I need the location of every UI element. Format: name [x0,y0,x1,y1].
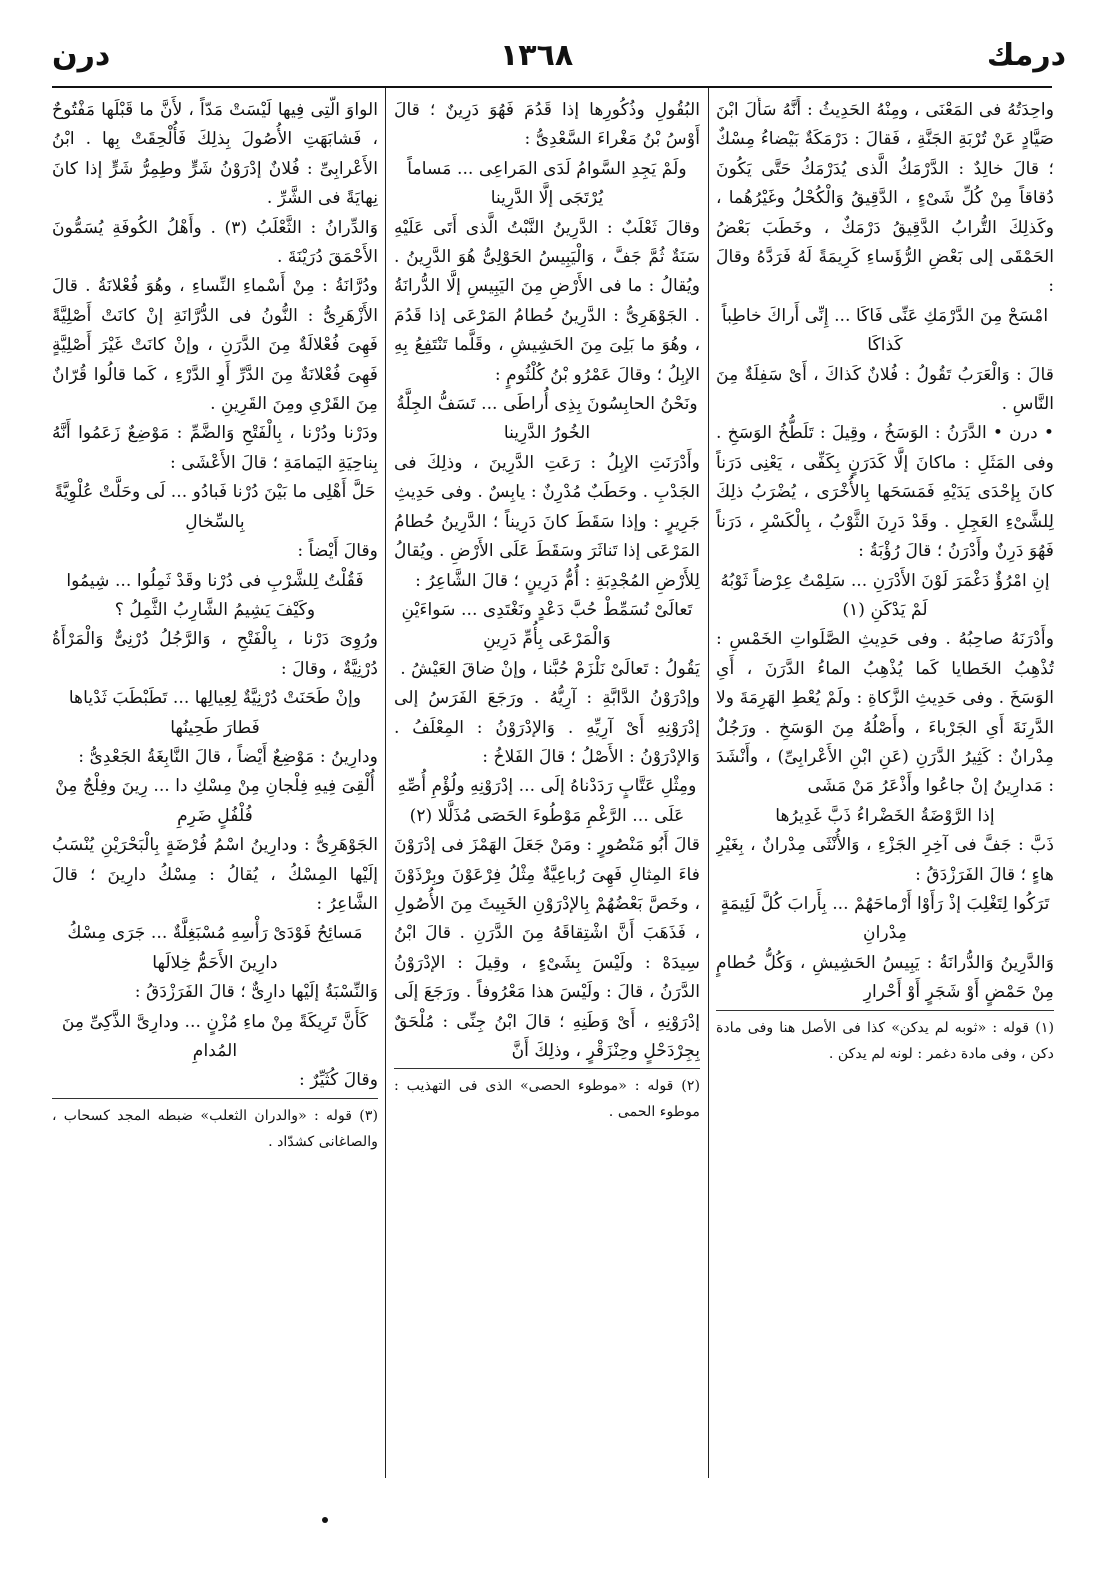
paragraph: البُقُولِ وذُكُورِها إذا قَدُمَ فَهُوَ دَرِينٌ ؛ قالَ أَوْسُ بْنُ مَغْراءَ السَّعْدِىُّ : [394,100,700,150]
poem-verse: إذا الرَّوْضَةُ الخَضْراءُ ذَبَّ غَدِيرُها [775,805,995,826]
poem-verse: ونَحْنُ الحابِسُونَ بِذِى أُراطَى ... تَسَفُّ الجِلَّةُ الخُورُ الدَّرِينا [396,394,698,444]
paragraph: ودارِينُ : مَوْضِعٌ أَيْضاً ، قالَ النَّابِغَةُ الجَعْدِىُّ : [78,746,378,767]
poem-verse: حَلَّ أَهْلِى ما بَيْنَ دُرْنا فَبادُو ... لَى وحَلَّتْ عُلْوِيَّةً بِالسِّخالِ [54,482,376,532]
paragraph: واحِدَتُهُ فى المَعْنَى ، ومِنْهُ الحَدِيثُ : أَنَّهُ سَأَلَ ابْنَ صَيَّادٍ عَنْ تُرْبَةِ الجَنَّةِ ، فَقالَ : دَرْمَكَةٌ بَيْضاءُ مِسْكٌ ؛ قالَ خالِدٌ : الدَّرْمَكُ الَّذى يُدَرْمَكُ حَتَّى يَكُونَ دُقاقاً مِنْ كُلِّ شَىْءٍ ، الدَّقِيقُ وَالْكُحْلُ وغَيْرُهُما ، وكَذلِكَ التُّرابُ الدَّقِيقُ دَرْمَكٌ ، وخَطَبَ بَعْضُ الحَمْقَى إلى بَعْضِ الرُّؤَساءِ كَرِيمَةً لَهُ فَرَدَّهُ وقالَ : [716,100,1054,297]
column-divider-right [708,88,709,1478]
paragraph: ورُوِىَ دَرْنا ، بِالْفَتْحِ ، وَالرَّجُلُ دُرْنِىٌّ وَالْمَرْأَةُ دُرْنِيَّةٌ ، وقالَ : [52,629,378,679]
poem-verse: تَعالَىْ نُسَمِّطْ حُبَّ دَعْدٍ ونَغْتَدِى ... سَواءَيْنِ وَالْمَرْعَى بِأُمِّ دَرِينِ [401,599,693,650]
column-left [52,96,378,1466]
paragraph: وَالدِّرانُ : الثَّعْلَبُ (٣) . وأَهْلُ الكُوفَةِ يُسَمُّونَ الأَحْمَقَ دُرَيْنَةَ . [52,217,378,268]
header-rule [52,86,1052,88]
column-right [716,96,1054,1466]
page-dot-mark [322,1517,328,1523]
paragraph: ودُرَّانَةُ : مِنْ أَسْماءِ النِّساءِ ، وهُوَ فُعْلانَةُ . قالَ الأَزْهَرِىُّ : النُّونُ فى الدُّرَّانَةِ إنْ كانَتْ أَصْلِيَّةً فَهِىَ فُعْلالَةٌ مِنَ الدَّرَنِ ، وإنْ كانَتْ غَيْرَ أَصْلِيَّةٍ فَهِىَ فُعْلانَةٌ مِنَ الدَّرِّ أَوِ الدَّرْءِ ، كَما قالُوا قُرّانٌ مِنَ القَرْىِ ومِنَ القَرِينِ . [52,276,378,415]
paragraph: قالَ : وَالْعَرَبُ تَقُولُ : فُلانٌ كَذاكَ ، أَىْ سَفِلَةٌ مِنَ النَّاسِ . [716,364,1054,415]
paragraph: ودَرْنا ودُرْنا ، بِالْفَتْحِ وَالضَّمِّ : مَوْضِعٌ زَعَمُوا أَنَّهُ بِناحِيَةِ اليَمامَةِ ؛ قالَ الأَعْشَى : [52,423,378,473]
poem-verse: ولَمْ يَجِدِ السَّوامُ لَدَى المَراعِى ... مَساماً يُرْتَجَى إلَّا الدَّرِينا [407,158,687,209]
paragraph: الجَوْهَرِىُّ : ودارِينُ اسْمُ فُرْضَةٍ بِالْبَحْرَيْنِ يُنْسَبُ إلَيْها المِسْكُ ، يُقالُ : مِسْكُ دارِينَ ؛ قالَ الشَّاعِرُ : [52,835,378,914]
paragraph: قالَ أَبُو مَنْصُورٍ : ومَنْ جَعَلَ الهَمْزَ فى إدْرَوْنَ فاءَ المِثالِ فَهِىَ رُباعِيَّةٌ مِثْلُ فِرْعَوْنَ وبِرْذَوْنَ ، وخَصَّ بَعْضُهُمْ بِالإدْرَوْنِ الخَبِيثَ مِنَ الأُصُولِ ، فَذَهَبَ أَنَّ اشْتِقاقَهُ مِنَ الدَّرَنِ . قالَ ابْنُ سِيدَهْ : ولَيْسَ بِشَىْءٍ ، وقِيلَ : الإدْرَوْنُ الدَّرَنُ ، قالَ : ولَيْسَ هذا مَعْرُوفاً . ورَجَعَ إلَى إدْرَوْنِهِ ، أَىْ وَطَنِهِ ؛ قالَ ابْنُ جِنِّى : مُلْحَقٌ بِجِرْدَحْلٍ وحِنْزَقْرٍ ، وذلِكَ أَنَّ [394,835,700,1061]
page-header [0,38,1118,98]
column-middle [394,96,700,1466]
paragraph: وأَدْرَنَتِ الإبِلُ : رَعَتِ الدَّرِينَ ، وذلِكَ فى الجَدْبِ . وحَطَبٌ مُدْرِنٌ : يابِسٌ . وفى حَدِيثِ جَرِيرٍ : وإذا سَقَطَ كانَ دَرِيناً ؛ الدَّرِينُ حُطامُ المَرْعَى إذا تَناثَرَ وسَقَطَ عَلَى الأَرْضِ . ويُقالُ لِلأَرْضِ المُجْدِبَةِ : أُمُّ دَرِينٍ ؛ قالَ الشَّاعِرُ : [394,452,700,591]
column-divider-left [385,88,386,1478]
poem-verse: وإنْ طَحَنَتْ دُرْنِيَّةٌ لِعِيالِها ... تَطَبْطَبَ ثَدْياها فَطارَ طَحِينُها [68,688,362,738]
footnote: (٣) قوله : «والدران الثعلب» ضبطه المجد كسحاب ، والصاغانى كشدّاد . [52,1098,378,1155]
paragraph: وَالدَّرِينُ وَالدُّرانَةُ : يَبِيسُ الحَشِيشِ ، وَكُلُّ حُطامٍ مِنْ حَمْضٍ أَوْ شَجَرٍ أَوْ أَحْرارِ [716,952,1054,1003]
paragraph: ذَبَّ : جَفَّ فى آخِرِ الجَزْءِ ، وَالأُنْثَى مِدْرانٌ ، بِغَيْرِ هاءٍ ؛ قالَ الفَرَزْدَقُ : [716,835,1054,885]
header-left-word: درن [52,38,111,73]
footnote: (٢) قوله : «موطوء الحصى» الذى فى التهذيب : موطوء الحمى . [394,1068,700,1125]
poem-verse: أُلْقِىَ فِيهِ فِلْجانِ مِنْ مِسْكِ دا ... رِينَ وفِلْجٌ مِنْ فُلْفُلٍ ضَرِمِ [55,776,375,826]
paragraph: يَقُولُ : تَعالَىْ نَلْزَمْ حُبَّنا ، وإنْ ضاقَ العَيْشُ . [400,658,700,679]
paragraph: وأَدْرَنَهُ صاحِبُهُ . وفى حَدِيثِ الصَّلَواتِ الخَمْسِ : تُذْهِبُ الخَطايا كَما يُذْهِبُ الماءُ الدَّرَنَ ، أَىِ الوَسَخَ . وفى حَدِيثِ الزَّكاةِ : ولَمْ يُعْطِ الهَرِمَةَ ولا الدَّرِنَةَ أَىِ الجَرْباءَ ، وأَصْلُهُ مِنَ الوَسَخِ . ورَجُلٌ مِدْرانٌ : كَثِيرُ الدَّرَنِ (عَنِ ابْنِ الأَعْرابِىِّ) ، وأَنْشَدَ : مَدارِينُ إنْ جاعُوا وأَذْعَرُ مَنْ مَشَى [716,629,1054,797]
paragraph: وقالَ أَيْضاً : [297,541,378,562]
page-number: ١٣٦٨ [500,38,574,73]
paragraph: وإدْرَوْنُ الدَّابَّةِ : آرِيُّهُ . ورَجَعَ الفَرَسُ إلى إدْرَوْنِهِ أَىْ آرِيِّهِ . وَالإدْرَوْنُ : المِعْلَفُ . وَالإدْرَوْنُ : الأَصْلُ ؛ قالَ الفَلاخُ : [394,688,700,767]
header-right-word: درمك [986,38,1066,73]
poem-verse: فَقُلْتُ لِلشَّرْبِ فى دُرْنا وقَدْ ثَمِلُوا ... شِيمُوا وكَيْفَ يَشِيمُ الشَّارِبُ الثَّمِلُ ؟ [66,570,364,620]
poem-verse: تَرَكُوا لِتَغْلِبَ إذْ رَأَوْا أَرْماحَهُمْ ... بِأَرابَ كُلَّ لَئِيمَةٍ مِدْرانِ [720,893,1050,944]
poem-verse: إنِ امْرُؤٌ دَغْمَرَ لَوْنَ الأَدْرَنِ ... سَلِمْتُ عِرْضاً ثَوْبُهُ لَمْ يَدْكَنِ (١) [720,570,1050,620]
poem-verse: كَأَنَّ تَرِيكَةً مِنْ ماءِ مُزْنٍ ... ودارِىَّ الذَّكِىِّ مِنَ المُدامِ [61,1011,369,1061]
paragraph: وَالنِّسْبَةُ إلَيْها دارِىٌّ ؛ قالَ الفَرَزْدَقُ : [134,982,378,1003]
paragraph: وقالَ كُثَيِّرٌ : [299,1070,378,1091]
poem-verse: ومِثْلِ عَتَّابٍ رَدَدْناهُ إلَى ... إدْرَوْنِهِ ولُؤْمِ أُصِّهِ عَلَى ... الرَّغْمِ مَوْطُوءَ الحَصَى مُذَلَّلا (٢) [397,776,697,826]
entry-heading-paragraph: • درن • الدَّرَنُ : الوَسَخُ ، وقِيلَ : تَلَطُّخُ الوَسَخِ . وفى المَثَلِ : ماكانَ إلَّا كَدَرَنٍ بِكَفِّى ، يَعْنِى دَرَناً كانَ بِإحْدَى يَدَيْهِ فَمَسَحَها بِالأُخْرَى ، يُضْرَبُ ذلِكَ لِلشَّىْءِ العَجِلِ . وقَدْ دَرِنَ الثَّوْبُ ، بِالْكَسْرِ ، دَرَناً فَهُوَ دَرِنٌ وأَدْرَنُ ؛ قالَ رُؤْبَةُ : [716,423,1054,562]
paragraph: وقالَ ثَعْلَبٌ : الدَّرِينُ النَّبْتُ الَّذى أَتَى عَلَيْهِ سَنَةٌ ثُمَّ جَفَّ ، وَالْيَبِيسُ الحَوْلِىُّ هُوَ الدَّرِينُ . ويُقالُ : ما فى الأَرْضِ مِنَ اليَبِيسِ إلَّا الدُّرانَةُ . الجَوْهَرِىُّ : الدَّرِينُ حُطامُ المَرْعَى إذا قَدُمَ ، وهُوَ ما بَلِىَ مِنَ الحَشِيشِ ، وقَلَّما تَنْتَفِعُ بِهِ الإبِلُ ؛ وقالَ عَمْرُو بْنُ كُلْثُومٍ : [394,217,700,385]
poem-verse: مَسائِحُ فَوْدَىْ رَأْسِهِ مُسْبَغِلَّةٌ ... جَرَى مِسْكُ دارِينَ الأَحَمُّ خِلالَها [67,923,363,973]
footnote: (١) قوله : «ثوبه لم يدكن» كذا فى الأصل هنا وفى مادة دكن ، وفى مادة دغمر : لونه لم يدكن . [716,1010,1054,1067]
paragraph: الواوَ الَّتِى فِيها لَيْسَتْ مَدّاً ، لأَنَّ ما قَبْلَها مَفْتُوحٌ ، فَشابَهَتِ الأُصُولَ بِذلِكَ فَأُلْحِقَتْ بِها . ابْنُ الأَعْرابِىِّ : فُلانٌ إدْرَوْنُ شَرٍّ وطِمِرُّ شَرٍّ إذا كانَ نِهايَةً فى الشَّرِّ . [52,100,378,209]
poem-verse: امْسَحْ مِنَ الدَّرْمَكِ عَنِّى فَاكَا ... إِنِّى أَراكَ خاطِباً كَذاكَا [721,305,1049,356]
